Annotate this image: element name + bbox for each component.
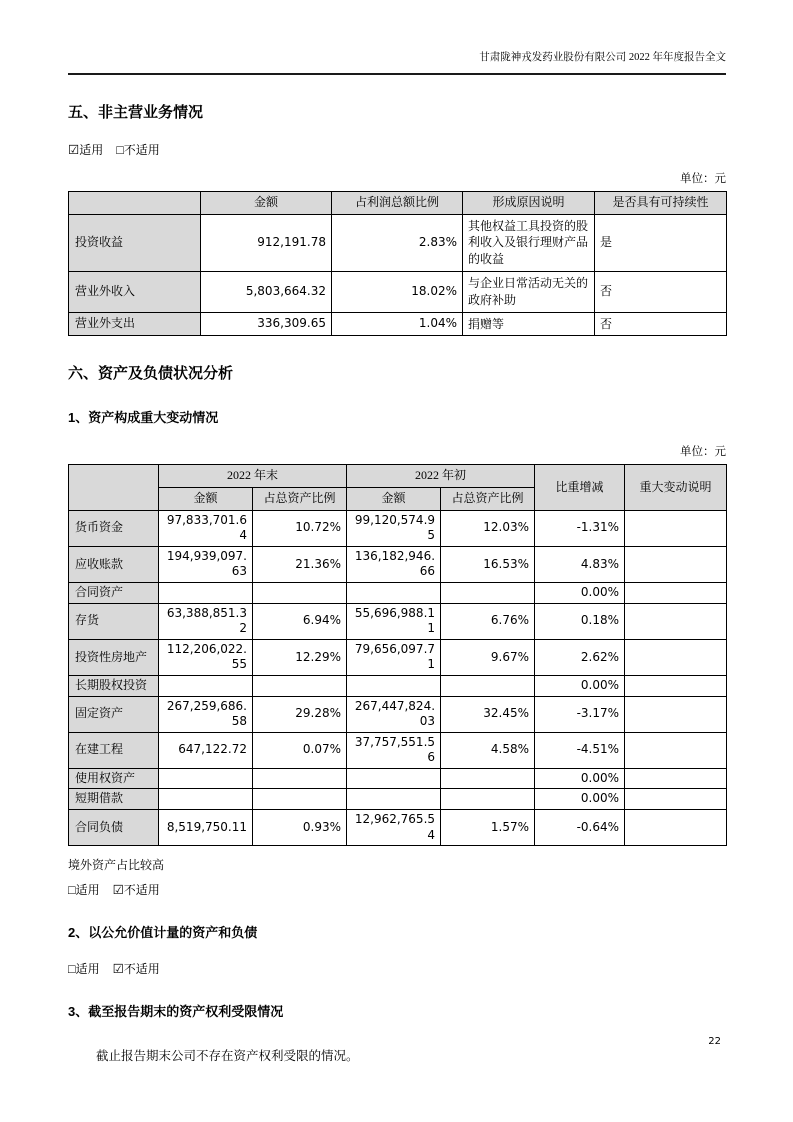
sustainable-cell: 是 [595,214,727,271]
note-cell [625,603,727,639]
page-number: 22 [708,1036,721,1047]
row-label: 在建工程 [69,732,159,768]
change-cell: 0.00% [535,582,625,603]
header-cell-amount: 金额 [347,487,441,510]
end-amount-cell: 647,122.72 [159,732,253,768]
begin-ratio-cell [441,582,535,603]
end-ratio-cell: 10.72% [253,510,347,546]
checkbox-label: 适用 [75,883,100,898]
begin-ratio-cell: 16.53% [441,546,535,582]
change-cell: -1.31% [535,510,625,546]
change-cell: 0.18% [535,603,625,639]
table-row [69,789,727,810]
reason-cell: 捐赠等 [463,312,595,336]
note-cell [625,768,727,789]
subsection-1-title: 1、资产构成重大变动情况 [68,410,219,426]
note-cell [625,732,727,768]
unit-label: 单位：元 [680,446,726,459]
checked-checkbox-icon: ☑ [112,962,124,977]
note-cell [625,810,727,846]
end-ratio-cell [253,675,347,696]
row-label: 合同资产 [69,582,159,603]
row-label: 投资收益 [69,214,201,271]
change-cell: 0.00% [535,768,625,789]
header-cell-reason: 形成原因说明 [463,192,595,215]
table-row [69,312,727,336]
unchecked-checkbox-icon: □ [68,883,76,898]
checked-checkbox-icon: ☑ [112,883,124,898]
checkbox-label: 适用 [75,962,100,977]
change-cell: 4.83% [535,546,625,582]
header-cell-year-end: 2022 年末 [159,465,347,488]
row-label: 存货 [69,603,159,639]
note-cell [625,546,727,582]
table-row [69,810,727,846]
header-cell-ratio: 占总资产比例 [441,487,535,510]
table-row [69,510,727,546]
asset-composition-table [68,464,727,846]
begin-ratio-cell: 9.67% [441,639,535,675]
end-ratio-cell [253,582,347,603]
change-cell: 0.00% [535,675,625,696]
sustainable-cell: 否 [595,271,727,312]
applicable-option [68,883,100,897]
end-amount-cell: 8,519,750.11 [159,810,253,846]
begin-ratio-cell [441,768,535,789]
begin-amount-cell: 79,656,097.71 [347,639,441,675]
end-amount-cell: 97,833,701.64 [159,510,253,546]
row-label: 投资性房地产 [69,639,159,675]
unchecked-checkbox-icon: □ [68,962,76,977]
checkbox-label: 适用 [79,143,104,157]
end-amount-cell [159,675,253,696]
header-cell-amount: 金额 [201,192,332,215]
end-ratio-cell [253,789,347,810]
section-5-title: 五、非主营业务情况 [68,104,204,121]
end-ratio-cell [253,768,347,789]
note-cell [625,582,727,603]
end-ratio-cell: 0.93% [253,810,347,846]
report-header [68,50,726,75]
amount-cell: 912,191.78 [201,214,332,271]
begin-ratio-cell: 6.76% [441,603,535,639]
begin-ratio-cell [441,675,535,696]
table-row [69,696,727,732]
begin-ratio-cell: 1.57% [441,810,535,846]
checked-checkbox-icon: ☑ [68,143,80,157]
table-row [69,768,727,789]
subsection-2-title: 2、以公允价值计量的资产和负债 [68,925,258,941]
subsection-3-title: 3、截至报告期末的资产权利受限情况 [68,1004,284,1020]
end-ratio-cell: 21.36% [253,546,347,582]
checkbox-label: 不适用 [123,962,160,977]
change-cell: 0.00% [535,789,625,810]
begin-ratio-cell [441,789,535,810]
begin-amount-cell [347,768,441,789]
end-ratio-cell: 29.28% [253,696,347,732]
row-label: 长期股权投资 [69,675,159,696]
note-cell [625,510,727,546]
not-applicable-option [113,962,160,976]
header-cell-sustainable: 是否具有可持续性 [595,192,727,215]
change-cell: -3.17% [535,696,625,732]
report-title: 甘肃陇神戎发药业股份有限公司 2022 年年度报告全文 [479,52,726,63]
header-cell-amount: 金额 [159,487,253,510]
header-cell-year-begin: 2022 年初 [347,465,535,488]
begin-ratio-cell: 4.58% [441,732,535,768]
table-header-row [69,192,727,215]
end-ratio-cell: 0.07% [253,732,347,768]
non-operating-business-table [68,191,727,336]
unit-label: 单位：元 [680,173,726,185]
applicable-option [68,143,103,157]
sustainable-cell: 否 [595,312,727,336]
end-amount-cell [159,582,253,603]
row-label: 应收账款 [69,546,159,582]
end-amount-cell [159,789,253,810]
section-6-title: 六、资产及负债状况分析 [68,365,234,383]
end-amount-cell: 63,388,851.32 [159,603,253,639]
table-row [69,546,727,582]
section-5-applicability-row [68,141,726,158]
table-row [69,675,727,696]
begin-amount-cell: 99,120,574.95 [347,510,441,546]
overseas-assets-note: 境外资产占比较高 [68,858,165,873]
row-label: 短期借款 [69,789,159,810]
begin-amount-cell [347,582,441,603]
header-cell-blank [69,192,201,215]
table-row [69,214,727,271]
overseas-applicability-row [68,881,726,898]
begin-amount-cell [347,675,441,696]
checkbox-label: 不适用 [123,143,160,157]
row-label: 营业外收入 [69,271,201,312]
note-cell [625,789,727,810]
row-label: 货币资金 [69,510,159,546]
begin-ratio-cell: 12.03% [441,510,535,546]
unchecked-checkbox-icon: □ [116,143,124,157]
reason-cell: 其他权益工具投资的股利收入及银行理财产品的收益 [463,214,595,271]
end-amount-cell [159,768,253,789]
end-amount-cell: 194,939,097.63 [159,546,253,582]
begin-ratio-cell: 32.45% [441,696,535,732]
end-ratio-cell: 12.29% [253,639,347,675]
begin-amount-cell: 55,696,988.11 [347,603,441,639]
profit-ratio-cell: 18.02% [332,271,463,312]
amount-cell: 5,803,664.32 [201,271,332,312]
restricted-assets-statement: 截止报告期末公司不存在资产权利受限的情况。 [96,1049,359,1064]
not-applicable-option [113,883,160,897]
row-label: 固定资产 [69,696,159,732]
change-cell: -4.51% [535,732,625,768]
header-cell-note: 重大变动说明 [625,465,727,510]
end-amount-cell: 267,259,686.58 [159,696,253,732]
row-label: 使用权资产 [69,768,159,789]
table-row [69,639,727,675]
begin-amount-cell [347,789,441,810]
table-row [69,271,727,312]
begin-amount-cell: 267,447,824.03 [347,696,441,732]
table-row [69,732,727,768]
applicable-option [68,962,100,976]
end-ratio-cell: 6.94% [253,603,347,639]
amount-cell: 336,309.65 [201,312,332,336]
section-2-applicability-row [68,960,726,977]
note-cell [625,675,727,696]
header-cell-blank [69,465,159,510]
header-cell-change: 比重增减 [535,465,625,510]
row-label: 合同负债 [69,810,159,846]
not-applicable-option [116,143,160,157]
change-cell: -0.64% [535,810,625,846]
reason-cell: 与企业日常活动无关的政府补助 [463,271,595,312]
change-cell: 2.62% [535,639,625,675]
note-cell [625,639,727,675]
begin-amount-cell: 12,962,765.54 [347,810,441,846]
begin-amount-cell: 37,757,551.56 [347,732,441,768]
table-row [69,603,727,639]
profit-ratio-cell: 2.83% [332,214,463,271]
note-cell [625,696,727,732]
table-row [69,582,727,603]
begin-amount-cell: 136,182,946.66 [347,546,441,582]
header-cell-ratio: 占总资产比例 [253,487,347,510]
header-cell-profit-ratio: 占利润总额比例 [332,192,463,215]
checkbox-label: 不适用 [123,883,160,898]
row-label: 营业外支出 [69,312,201,336]
table-group-header-row [69,465,727,488]
profit-ratio-cell: 1.04% [332,312,463,336]
end-amount-cell: 112,206,022.55 [159,639,253,675]
